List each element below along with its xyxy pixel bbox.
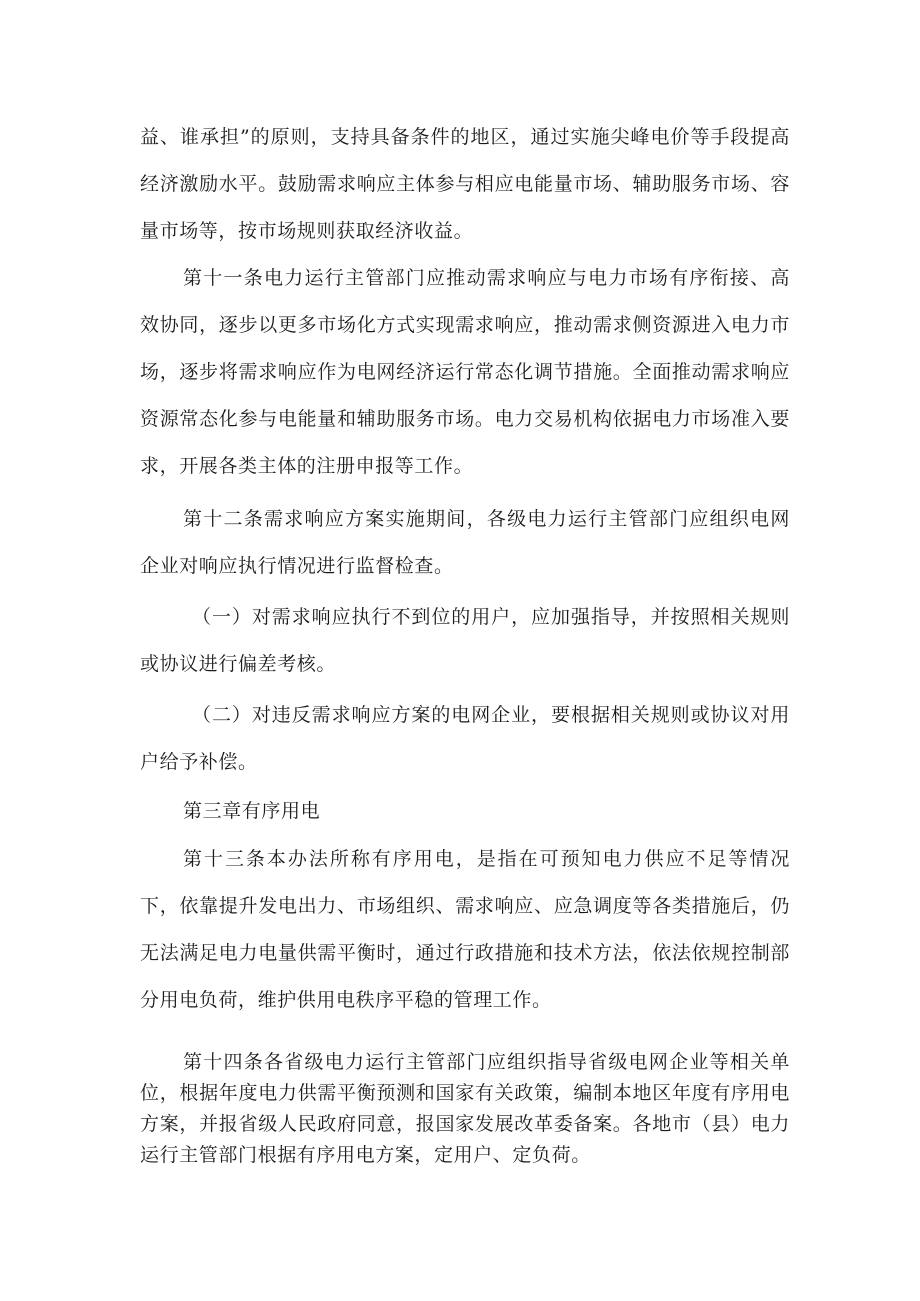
paragraph-article-11: 第十一条电力运行主管部门应推动需求响应与电力市场有序衔接、高效协同，逐步以更多市场化方式实现需求响应，推动需求侧资源进入电力市场，逐步将需求响应作为电网经济运行常态化调节措施。全面推动需求响应资源常态化参与电能量和辅助服务市场。电力交易机构依据电力市场准入要求，开展各类主体的注册申报等工作。 bbox=[140, 267, 790, 477]
paragraph-article-12: 第十二条需求响应方案实施期间，各级电力运行主管部门应组织电网企业对响应执行情况进行监督检查。 bbox=[140, 508, 790, 577]
paragraph-incentive-continuation: 益、谁承担”的原则，支持具备条件的地区，通过实施尖峰电价等手段提高经济激励水平。鼓励需求响应主体参与相应电能量市场、辅助服务市场、容量市场等，按市场规则获取经济收益。 bbox=[140, 126, 790, 242]
chapter-heading: 第三章有序用电 bbox=[183, 800, 321, 822]
paragraph-article-14: 第十四条各省级电力运行主管部门应组织指导省级电网企业等相关单位，根据年度电力供需平衡预测和国家有关政策，编制本地区年度有序用电方案，并报省级人民政府同意，报国家发展改革委备案。各地市（县）电力运行主管部门根据有序用电方案，定用户、定负荷。 bbox=[140, 1051, 790, 1166]
paragraph-item-1: （一）对需求响应执行不到位的用户，应加强指导，并按照相关规则或协议进行偏差考核。 bbox=[140, 606, 790, 675]
paragraph-item-2: （二）对违反需求响应方案的电网企业，要根据相关规则或协议对用户给予补偿。 bbox=[140, 704, 790, 773]
paragraph-article-13: 第十三条本办法所称有序用电，是指在可预知电力供应不足等情况下，依靠提升发电出力、市场组织、需求响应、应急调度等各类措施后，仍无法满足电力电量供需平衡时，通过行政措施和技术方法，依法依规控制部分用电负荷，维护供用电秩序平稳的管理工作。 bbox=[140, 848, 790, 1011]
